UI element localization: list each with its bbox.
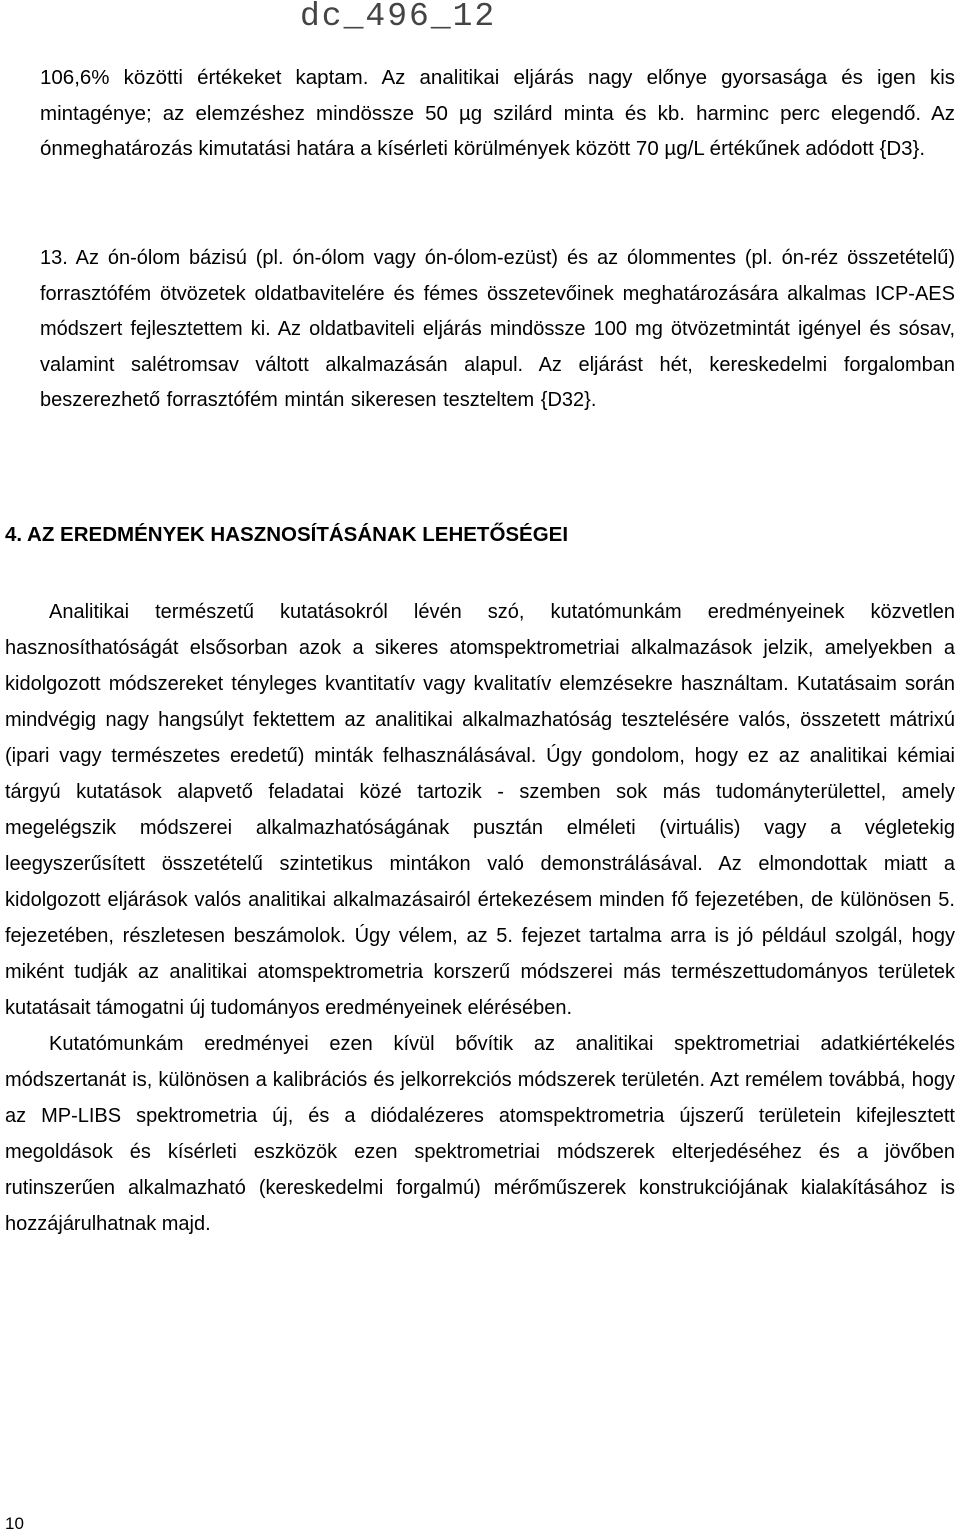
section-body bbox=[5, 594, 955, 1242]
section-heading: 4. AZ EREDMÉNYEK HASZNOSÍTÁSÁNAK LEHETŐSÉGEI bbox=[5, 523, 569, 546]
list-item-13: 13. Az ón-ólom bázisú (pl. ón-ólom vagy ón-ólom-ezüst) és az ólommentes (pl. ón-réz összetételű) forrasztófém ötvözetek oldatbavitelére és fémes összetevőinek meghatározására alkalmas ICP-AES módszert fejlesztettem ki. Az oldatbaviteli eljárás mindössze 100 mg ötvözetmintát igényel és sósav, valamint salétromsav váltott alkalmazásán alapul. Az eljárást hét, kereskedelmi forgalomban beszerezhető forrasztófém mintán sikeresen teszteltem {D32}. bbox=[40, 247, 955, 411]
intro-paragraph: 106,6% közötti értékeket kaptam. Az analitikai eljárás nagy előnye gyorsasága és igen kis mintagénye; az elemzéshez mindössze 50 µg szilárd minta és kb. harminc perc elegendő. Az ónmeghatározás kimutatási határa a kísérleti körülmények között 70 µg/L értékűnek adódott {D3}. bbox=[40, 66, 955, 160]
document-id: dc_496_12 bbox=[300, 0, 497, 35]
body-paragraph-1: Analitikai természetű kutatásokról lévén szó, kutatómunkám eredményeinek közvetlen hasznosíthatóságát elsősorban azok a sikeres atomspektrometriai alkalmazások jelzik, amelyekben a kidolgozott módszereket tényleges kvantitatív vagy kvalitatív elemzésekre használtam. Kutatásaim során mindvégig nagy hangsúlyt fektettem az analitikai alkalmazhatóság tesztelésére valós, összetett mátrixú (ipari vagy természetes eredetű) minták felhasználásával. Úgy gondolom, hogy ez az analitikai kémiai tárgyú kutatások alapvető feladatai közé tartozik - szemben sok más tudományterülettel, amely megelégszik módszerei alkalmazhatóságának pusztán elméleti (virtuális) vagy a végletekig leegyszerűsített összetételű szintetikus mintákon való demonstrálásával. Az elmondottak miatt a kidolgozott eljárások valós analitikai alkalmazásairól értekezésem minden fő fejezetében, de különösen 5. fejezetében, részletesen beszámolok. Úgy vélem, az 5. fejezet tartalma arra is jó például szolgál, hogy miként tudják az analitikai atomspektrometria korszerű módszerei más természettudományos területek kutatásait támogatni új tudományos eredményeinek elérésében. bbox=[5, 601, 955, 1019]
page-number: 10 bbox=[5, 1514, 24, 1533]
body-paragraph-2: Kutatómunkám eredményei ezen kívül bővítik az analitikai spektrometriai adatkiértékelés módszertanát is, különösen a kalibrációs és jelkorrekciós módszerek területén. Azt remélem továbbá, hogy az MP-LIBS spektrometria új, és a diódalézeres atomspektrometria újszerű területein kifejlesztett megoldások és kísérleti eszközök ezen spektrometriai módszerek elterjedéséhez és a jövőben rutinszerűen alkalmazható (kereskedelmi forgalmú) mérőműszerek konstrukciójának kialakításához is hozzájárulhatnak majd. bbox=[5, 1033, 955, 1235]
